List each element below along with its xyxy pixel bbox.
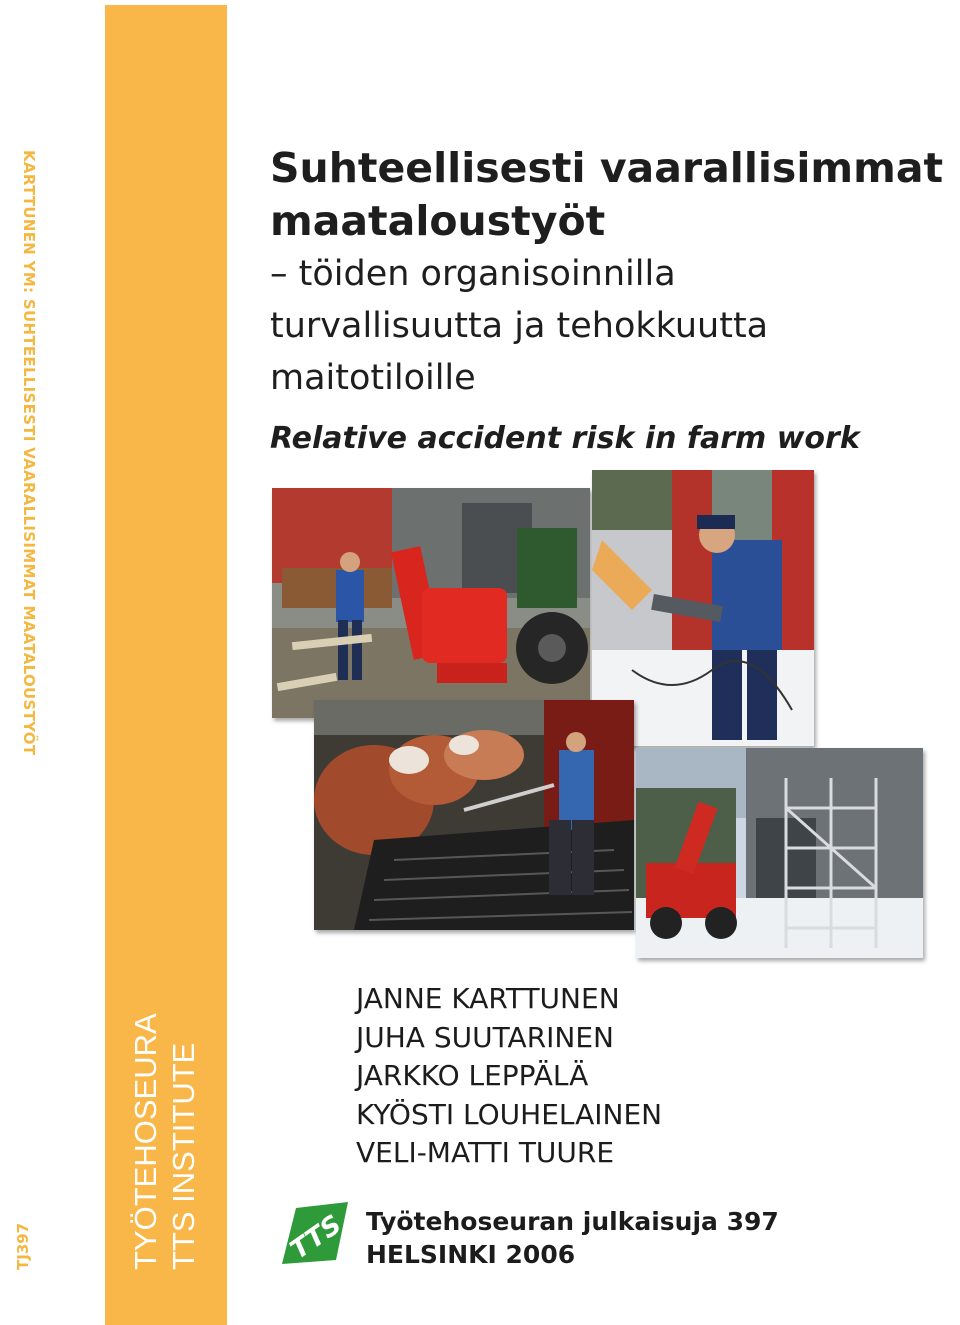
author-list — [356, 980, 916, 1173]
spine-title: KARTTUNEN YM: SUHTEELLISESTI VAARALLISIMMAT MAATALOUSTYÖT — [20, 150, 38, 756]
publisher-series: Työtehoseuran julkaisuja 397 — [366, 1207, 779, 1236]
spine-code: TJ397 — [14, 1222, 32, 1270]
svg-text:TTS: TTS — [285, 1209, 348, 1264]
photo-cow-barn — [314, 700, 634, 930]
band-line-2: TTS INSTITUTE — [166, 1042, 201, 1270]
photo-scaffold — [636, 748, 923, 958]
author-2: JUHA SUUTARINEN — [356, 1020, 615, 1054]
title-sub-line-1: – töiden organisoinnilla — [270, 254, 676, 294]
publisher-place-year: HELSINKI 2006 — [366, 1240, 576, 1269]
author-3: JARKKO LEPPÄLÄ — [356, 1059, 589, 1092]
band-text — [127, 1013, 207, 1270]
title-sub-line-3: maitotiloille — [270, 358, 476, 398]
band-line-1: TYÖTEHOSEURA — [128, 1013, 163, 1270]
title-sub-line-2: turvallisuutta ja tehokkuutta — [270, 306, 769, 346]
english-title: Relative accident risk in farm work — [270, 421, 860, 456]
book-spine — [0, 0, 55, 1325]
tts-logo — [282, 1202, 350, 1264]
author-5: VELI-MATTI TUURE — [356, 1136, 615, 1169]
photo-wood-splitter — [272, 488, 590, 718]
author-1: JANNE KARTTUNEN — [356, 982, 620, 1015]
title-block — [270, 142, 960, 456]
title-main-line-2: maataloustyöt — [270, 197, 606, 245]
author-4: KYÖSTI LOUHELAINEN — [356, 1097, 663, 1131]
title-main-line-1: Suhteellisesti vaarallisimmat — [270, 144, 944, 192]
publisher-info — [366, 1205, 779, 1271]
